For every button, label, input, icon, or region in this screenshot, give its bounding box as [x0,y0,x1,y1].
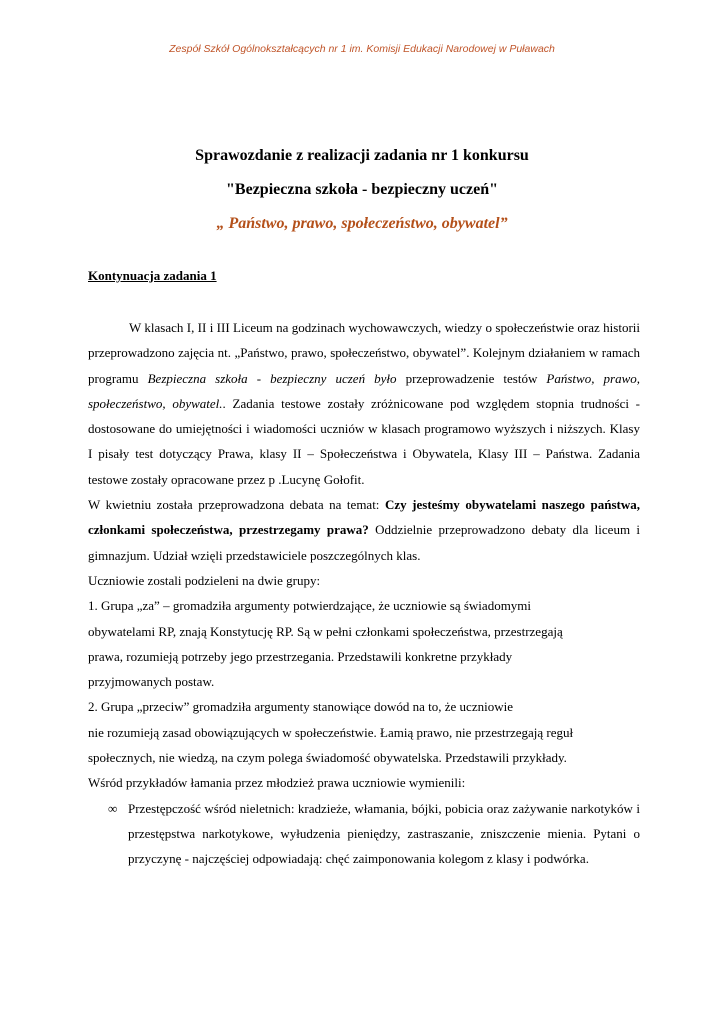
section-heading: Kontynuacja zadania 1 [88,268,217,283]
paragraph-2-text-1: W kwietniu została przeprowadzona debata na temat: [88,497,385,513]
paragraph-3: Uczniowie zostali podzieleni na dwie grupy: [88,572,321,588]
page-header: Zespół Szkół Ogólnokształcących nr 1 im. Komisji Edukacji Narodowej w Puławach [169,43,555,55]
paragraph-1-text-1: W klasach I, II i III Liceum na godzinach wychowawczych, wiedzy o społeczeństwie oraz historii przeprowadzono zajęcia nt. „Państwo, prawo, społeczeństwo, obywatel”. Kolejnym działaniem w ramach programu [88,320,640,386]
group-2-line-1: 2. Grupa „przeciw” gromadziła argumenty stanowiące dowód na to, że uczniowie [88,699,513,715]
paragraph-1 [88,315,640,492]
list-item-text: Przestępczość wśród nieletnich: kradzieże, włamania, bójki, pobicia oraz zażywanie narkotyków i przestępstwa narkotykowe, wyłudzenia pieniędzy, zastraszanie, zniszczenie mienia. Pytani o przyczynę - najczęściej odpowiadają: chęć zaimponowania kolegom z klasy i podwórka. [128,800,640,867]
program-name-italic: Bezpieczna szkoła - bezpieczny uczeń było [147,370,397,386]
paragraph-2-text-2: Oddzielnie przeprowadzono debaty dla liceum i gimnazjum. Udział wzięli przedstawiciele poszczególnych klas. [88,522,641,563]
document-body [88,315,640,872]
title-block [0,146,724,234]
infinity-bullet-icon: ∞ [108,800,118,816]
group-1-line-1: 1. Grupa „za” – gromadziła argumenty potwierdzające, że uczniowie są świadomymi [88,598,532,614]
report-title: Sprawozdanie z realizacji zadania nr 1 konkursu [195,147,529,164]
group-1-line-3: prawa, rozumieją potrzeby jego przestrzegania. Przedstawili konkretne przykłady [88,648,513,664]
group-2-line-3: społecznych, nie wiedzą, na czym polega świadomość obywatelska. Przedstawili przykłady. [88,750,567,766]
paragraph-1-text-3: . Zadania testowe zostały zróżnicowane pod względem stopnia trudności -dostosowane do umiejętności i wiadomości uczniów w klasach programowo wyższych i niższych. Klasy I pisały test dotyczący Prawa, klasy II – Społeczeństwa i Obywatela, Klasy III – Państwa. Zadania testowe zostały opracowane przez p .Lucynę Gołofit. [88,395,640,487]
test-name-italic: Państwo, prawo, społeczeństwo, obywatel. [88,370,640,411]
group-2-line-4: Wśród przykładów łamania przez młodzież prawa uczniowie wymienili: [88,775,466,791]
group-1-line-4: przyjmowanych postaw. [88,674,215,690]
task-topic: „ Państwo, prawo, społeczeństwo, obywatel” [216,215,508,232]
program-name: "Bezpieczna szkoła - bezpieczny uczeń" [226,181,498,198]
paragraph-2 [88,492,640,568]
list-item [88,796,640,872]
debate-topic: Czy jesteśmy obywatelami naszego państwa, członkami społeczeństwa, przestrzegamy prawa? [88,497,641,538]
group-2-line-2: nie rozumieją zasad obowiązujących w społeczeństwie. Łamią prawo, nie przestrzegają reguł [88,724,574,740]
group-1-line-2: obywatelami RP, znają Konstytucję RP. Są w pełni członkami społeczeństwa, przestrzegają [88,623,563,639]
paragraph-1-text-2: przeprowadzenie testów [396,370,547,386]
